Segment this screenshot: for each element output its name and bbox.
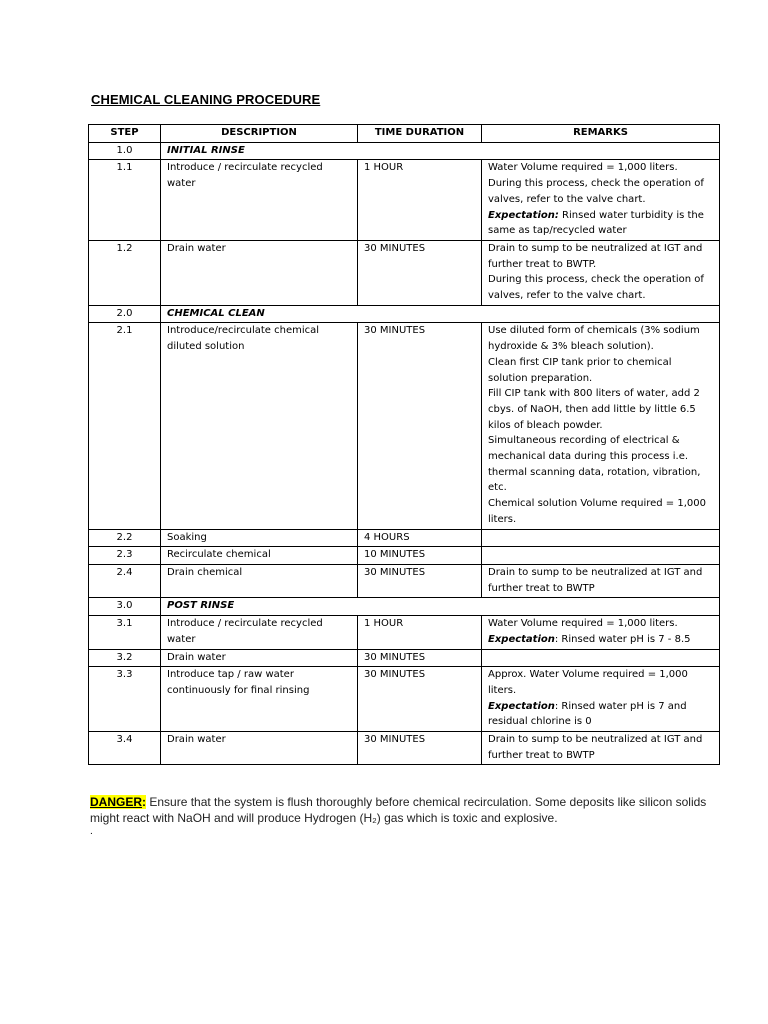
remarks-cell [482,240,720,305]
remark-text: Clean first CIP tank prior to chemical solution preparation. [488,356,672,384]
remark-line [488,616,713,632]
step-number: 2.2 [89,529,161,547]
remark-line [488,699,713,730]
remark-text: Water Volume required = 1,000 liters. [488,618,678,630]
header-step: STEP [89,125,161,143]
remark-line [488,355,713,386]
remark-label: Expectation: [488,209,559,221]
section-name: POST RINSE [161,598,720,616]
step-number: 3.4 [89,732,161,765]
remark-text: Approx. Water Volume required = 1,000 liters. [488,669,688,696]
remark-line [488,160,713,176]
remark-line [488,667,713,698]
step-description: Recirculate chemical [161,547,358,565]
step-number: 2.3 [89,547,161,565]
time-duration: 10 MINUTES [358,547,482,565]
step-description: Soaking [161,529,358,547]
step-number: 1.1 [89,160,161,241]
section-row [89,142,720,160]
remarks-cell [482,667,720,732]
step-number: 1.0 [89,142,161,160]
table-row [89,616,720,649]
danger-label: DANGER: [90,795,147,809]
table-row [89,667,720,732]
step-number: 2.1 [89,323,161,529]
remarks-cell [482,160,720,241]
header-time-duration: TIME DURATION [358,125,482,143]
remark-text: Drain to sump to be neutralized at IGT and further treat to BWTP [488,566,703,594]
section-name: CHEMICAL CLEAN [161,305,720,323]
remark-text: During this process, check the operation of valves, refer to the valve chart. [488,274,704,302]
step-description: Drain water [161,240,358,305]
remark-text: During this process, check the operation of valves, refer to the valve chart. [488,178,704,205]
step-number: 3.2 [89,649,161,667]
step-number: 3.0 [89,598,161,616]
table-row [89,564,720,597]
time-duration: 30 MINUTES [358,564,482,597]
remark-text: : Rinsed water pH is 7 - 8.5 [554,633,691,645]
step-number: 1.2 [89,240,161,305]
remark-line [488,323,713,354]
remark-text: Drain to sump to be neutralized at IGT and further treat to BWTP. [488,242,703,270]
remark-line [488,386,713,433]
remark-label: Expectation [488,700,555,712]
table-header-row [89,125,720,143]
table-row [89,323,720,529]
time-duration: 1 HOUR [358,160,482,241]
step-number: 3.1 [89,616,161,649]
remark-line [488,732,713,763]
step-number: 3.3 [89,667,161,732]
document-title: CHEMICAL CLEANING PROCEDURE [91,92,321,107]
remarks-cell [482,547,720,565]
procedure-table [88,124,720,765]
step-number: 2.0 [89,305,161,323]
remark-line [488,565,713,596]
remarks-cell [482,564,720,597]
section-row [89,598,720,616]
remark-text: Fill CIP tank with 800 liters of water, add 2 cbys. of NaOH, then add little by little 6.5 kilos of bleach powder. [488,388,700,431]
remark-text: Simultaneous recording of electrical & mechanical data during this process i.e. thermal scanning data, rotation, vibration, etc. [488,435,701,494]
remarks-cell [482,529,720,547]
remarks-cell [482,616,720,649]
remark-line [488,176,713,207]
table-row [89,732,720,765]
remarks-cell [482,649,720,667]
section-row [89,305,720,323]
time-duration: 30 MINUTES [358,240,482,305]
remark-line [488,632,713,648]
step-description: Introduce tap / raw water continuously for final rinsing [161,667,358,732]
remark-text: Use diluted form of chemicals (3% sodium hydroxide & 3% bleach solution). [488,325,700,353]
time-duration: 4 HOURS [358,529,482,547]
table-body [89,142,720,765]
remark-line [488,272,713,303]
time-duration: 1 HOUR [358,616,482,649]
table-row [89,160,720,241]
step-description: Introduce / recirculate recycled water [161,616,358,649]
remark-line [488,433,713,496]
step-number: 2.4 [89,564,161,597]
step-description: Drain chemical [161,564,358,597]
remark-text: Chemical solution Volume required = 1,000 liters. [488,498,706,525]
time-duration: 30 MINUTES [358,732,482,765]
step-description: Drain water [161,649,358,667]
remark-text: : Rinsed water pH is 7 and residual chlorine is 0 [488,700,687,728]
table-row [89,547,720,565]
step-description: Introduce / recirculate recycled water [161,160,358,241]
table-row [89,529,720,547]
time-duration: 30 MINUTES [358,323,482,529]
step-description: Drain water [161,732,358,765]
danger-note [90,795,730,826]
remark-label: Expectation [488,633,555,645]
section-name: INITIAL RINSE [161,142,720,160]
remarks-cell [482,323,720,529]
remark-text: Drain to sump to be neutralized at IGT and further treat to BWTP [488,734,703,761]
header-remarks: REMARKS [482,125,720,143]
step-description: Introduce/recirculate chemical diluted solution [161,323,358,529]
danger-text: Ensure that the system is flush thoroughly before chemical recirculation. Some deposits like silicon solids might react with NaOH and will produce Hydrogen (H₂) gas which is toxic and explosive. [90,795,707,825]
remarks-cell [482,732,720,765]
time-duration: 30 MINUTES [358,649,482,667]
table-row [89,240,720,305]
remark-line [488,241,713,272]
remark-line [488,208,713,239]
remark-text: Rinsed water turbidity is the same as tap/recycled water [488,209,704,237]
table-row [89,649,720,667]
remark-line [488,496,713,527]
time-duration: 30 MINUTES [358,667,482,732]
remark-text: Water Volume required = 1,000 liters. [488,162,678,174]
trailing-mark: . [90,826,93,837]
header-description: DESCRIPTION [161,125,358,143]
